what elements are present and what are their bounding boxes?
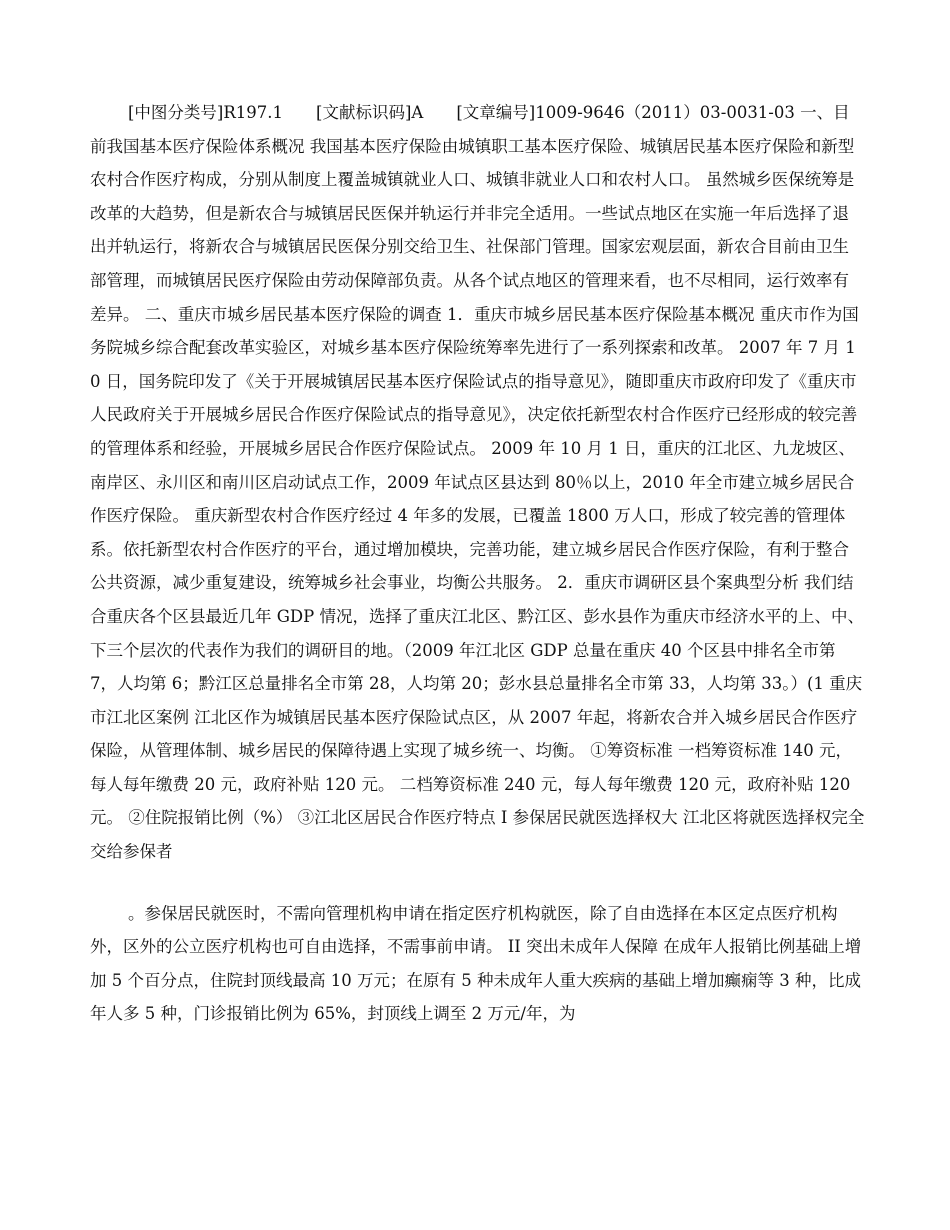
body-paragraph: 。参保居民就医时，不需向管理机构申请在指定医疗机构就医，除了自由选择在本区定点医疗机构外，区外的公立医疗机构也可自由选择，不需事前申请。 II 突出未成年人保障 在成年人报销比例基础上增加 5 个百分点，住院封顶线最高 10 万元；在原有 5 种未成年人重大疾病的基础上增加癫痫等 3 种，比成年人多 5 种，门诊报销比例为 65%，封顶线上调至 2 万元/年，为: [90, 903, 862, 1024]
document-page: [90, 96, 865, 1031]
body-paragraph: [中图分类号]R197.1 [文献标识码]A [文章编号]1009-9646（2011）03-0031-03 一、目前我国基本医疗保险体系概况 我国基本医疗保险由城镇职工基本医疗保险、城镇居民基本医疗保险和新型农村合作医疗构成，分别从制度上覆盖城镇就业人口、城镇非就业人口和农村人口。 虽然城乡医保统筹是改革的大趋势，但是新农合与城镇居民医保并轨运行并非完全适用。一些试点地区在实施一年后选择了退出并轨运行，将新农合与城镇居民医保分别交给卫生、社保部门管理。国家宏观层面，新农合目前由卫生部管理，而城镇居民医疗保险由劳动保障部负责。从各个试点地区的管理来看，也不尽相同，运行效率有差异。 二、重庆市城乡居民基本医疗保险的调查 1．重庆市城乡居民基本医疗保险基本概况 重庆市作为国务院城乡综合配套改革实验区，对城乡基本医疗保险统筹率先进行了一系列探索和改革。 2007 年 7 月 10 日，国务院印发了《关于开展城镇居民基本医疗保险试点的指导意见》，随即重庆市政府印发了《重庆市人民政府关于开展城乡居民合作医疗保险试点的指导意见》，决定依托新型农村合作医疗已经形成的较完善的管理体系和经验，开展城乡居民合作医疗保险试点。 2009 年 10 月 1 日，重庆的江北区、九龙坡区、南岸区、永川区和南川区启动试点工作，2009 年试点区县达到 80％以上，2010 年全市建立城乡居民合作医疗保险。 重庆新型农村合作医疗经过 4 年多的发展，已覆盖 1800 万人口，形成了较完善的管理体系。依托新型农村合作医疗的平台，通过增加模块，完善功能，建立城乡居民合作医疗保险，有利于整合公共资源，减少重复建设，统筹城乡社会事业，均衡公共服务。 2．重庆市调研区县个案典型分析 我们结合重庆各个区县最近几年 GDP 情况，选择了重庆江北区、黔江区、彭水县作为重庆市经济水平的上、中、下三个层次的代表作为我们的调研目的地。（2009 年江北区 GDP 总量在重庆 40 个区县中排名全市第 7，人均第 6；黔江区总量排名全市第 28，人均第 20；彭水县总量排名全市第 33，人均第 33。）(1 重庆市江北区案例 江北区作为城镇居民基本医疗保险试点区，从 2007 年起，将新农合并入城乡居民合作医疗保险，从管理体制、城乡居民的保障待遇上实现了城乡统一、均衡。 ①筹资标准 一档筹资标准 140 元，每人每年缴费 20 元，政府补贴 120 元。 二档筹资标准 240 元，每人每年缴费 120 元，政府补贴 120 元。 ②住院报销比例（%） ③江北区居民合作医疗特点 I 参保居民就医选择权大 江北区将就医选择权完全交给参保者: [90, 103, 865, 862]
